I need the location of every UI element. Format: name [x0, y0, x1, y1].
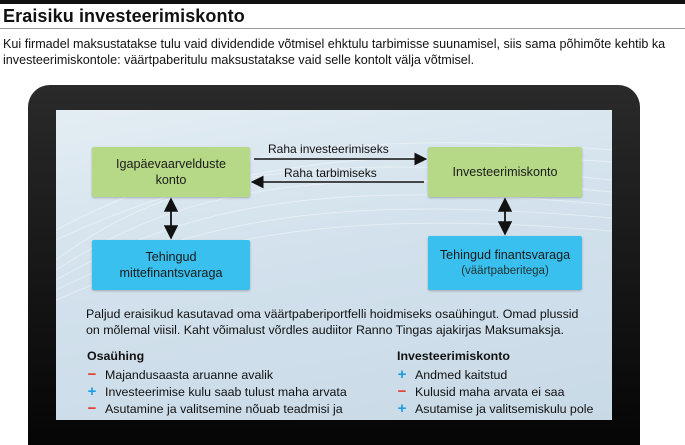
left-item-text: Majandusaasta aruanne avalik — [105, 367, 274, 382]
financial-sublabel: (väärtpaberitega) — [461, 265, 549, 277]
arrow-label-investment: Raha investeerimiseks — [268, 142, 389, 156]
right-item-text: Asutamise ja valitsemiskulu pole — [415, 401, 594, 416]
left-item — [85, 400, 343, 417]
right-column-heading: Investeerimiskonto — [397, 349, 510, 363]
intro-text: Kui firmadel maksustatakse tulu vaid dividendide võtmisel ehktulu tarbimisse suunamisel, siis sama põhimõte kehtib ka investeerimiskontole: väärtpaberitulu maksustatakse vaid selle kontolt välja võtmisel. — [3, 37, 666, 67]
plus-icon: + — [87, 383, 97, 400]
left-item — [85, 366, 273, 383]
arrow-label-consumption: Raha tarbimiseks — [284, 166, 377, 180]
plus-icon: + — [397, 400, 407, 417]
right-item — [395, 366, 507, 383]
investment-account-label: Investeerimiskonto — [452, 165, 558, 179]
financial-label: Tehingud finantsvaraga — [439, 248, 571, 262]
nonfinancial-label: Tehingud mittefinantsvaraga — [119, 250, 223, 280]
minus-icon: − — [397, 383, 407, 400]
right-item — [395, 383, 564, 400]
right-item-text: Andmed kaitstud — [415, 367, 508, 382]
current-account-label: Igapäevaarvelduste konto — [116, 157, 226, 187]
left-item-text: Asutamine ja valitsemine nõuab teadmisi ja — [105, 401, 343, 416]
title-divider — [0, 28, 685, 29]
right-item-text: Kulusid maha arvata ei saa — [415, 384, 565, 399]
diagram-arrows — [56, 110, 612, 310]
laptop-screen — [56, 110, 612, 420]
left-item-text: Investeerimise kulu saab tulust maha arvata — [105, 384, 347, 399]
left-column-heading: Osaühing — [87, 349, 145, 363]
page-title: Eraisiku investeerimiskonto — [3, 6, 245, 26]
comparison-paragraph: Paljud eraisikud kasutavad oma väärtpaberiportfelli hoidmiseks osaühingut. Omad plussid on mõlemal viisil. Kaht võimalust võrdles audiitor Ranno Tingas ajakirjas Maksumaksja. — [86, 307, 579, 337]
minus-icon: − — [87, 400, 97, 417]
right-item — [395, 400, 593, 417]
top-bar — [0, 0, 685, 4]
left-item — [85, 383, 347, 400]
minus-icon: − — [87, 366, 97, 383]
plus-icon: + — [397, 366, 407, 383]
